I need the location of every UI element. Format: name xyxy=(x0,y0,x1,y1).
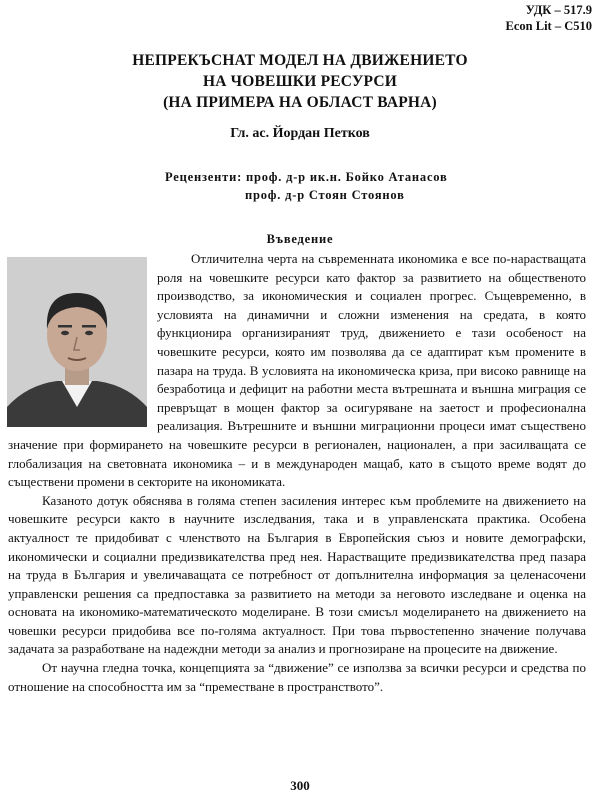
paragraph-1: Отличителна черта на съвременната икономика е все по-нарастващата роля на човешките ресурси като фактор за развитието на общественото производство, за икономическия и социален прогрес. Същевременно, в условията на динамични и сложни изменения на средата, в която функционира организираният труд, движението е тази особеност на човешките ресурси, която им позволява да се адаптират към промените в пазара на труда. В условията на икономическа криза, при високо равнище на безработица и дефицит на работни места вътрешната и външна миграция се превръщат в мощен фактор за осигуряване на заетост и професионална реализация. Вътрешните и външни миграционни процеси имат съществено значение при формирането на човешките ресурси в регионален, национален, а при засилващата се глобализация на световната икономика – и в международен мащаб, като в същото време водят до съществени промени в секторите на икономиката. xyxy=(8,251,586,490)
page-number: 300 xyxy=(290,778,310,793)
paragraph-3: От научна гледна точка, концепцията за “движение” се използва за всички ресурси и средства по отношение на способността им за “преместване в пространството”. xyxy=(8,660,586,694)
udk-code: УДК – 517.9 xyxy=(525,3,592,17)
reviewer-line-2: проф. д-р Стоян Стоянов xyxy=(245,188,405,202)
econlit-code: Econ Lit – C510 xyxy=(505,19,592,33)
article-body xyxy=(8,250,586,696)
reviewers-block xyxy=(165,168,448,204)
reviewer-line-1: Рецензенти: проф. д-р ик.н. Бойко Атанасов xyxy=(165,170,448,184)
classification-block xyxy=(506,2,592,34)
title-line-1: НЕПРЕКЪСНАТ МОДЕЛ НА ДВИЖЕНИЕТО xyxy=(132,52,468,69)
author-name: Гл. ас. Йордан Петков xyxy=(230,126,370,141)
title-line-3: (НА ПРИМЕРА НА ОБЛАСТ ВАРНА) xyxy=(163,94,437,111)
article-title xyxy=(0,50,600,113)
paragraph-2: Казаното дотук обяснява в голяма степен засиления интерес към проблемите на движението на човешките ресурси както в научните изследвания, така и в управленската практика. Особена актуалност те придобиват с членството на България в Европейския съюз и новите демографски, икономически и социални предизвикателства пред нея. Нарастващите предизвикателства пред пазара на труда в България и увеличаващата се потребност от допълнителна информация за целенасочени управленски решения са предпоставка за развитието на методи за неговото изследване и оценка на основата на икономико-математическото моделиране. В този смисъл моделирането на движението на човешки ресурси придобива все по-голяма актуалност. При това първостепенно значение получава задачата за разработване на надеждни методи за анализ и прогнозиране на процесите на движение. xyxy=(8,492,586,657)
title-line-2: НА ЧОВЕШКИ РЕСУРСИ xyxy=(202,73,398,90)
section-heading: Въведение xyxy=(266,232,334,246)
photo-placeholder xyxy=(7,254,147,432)
